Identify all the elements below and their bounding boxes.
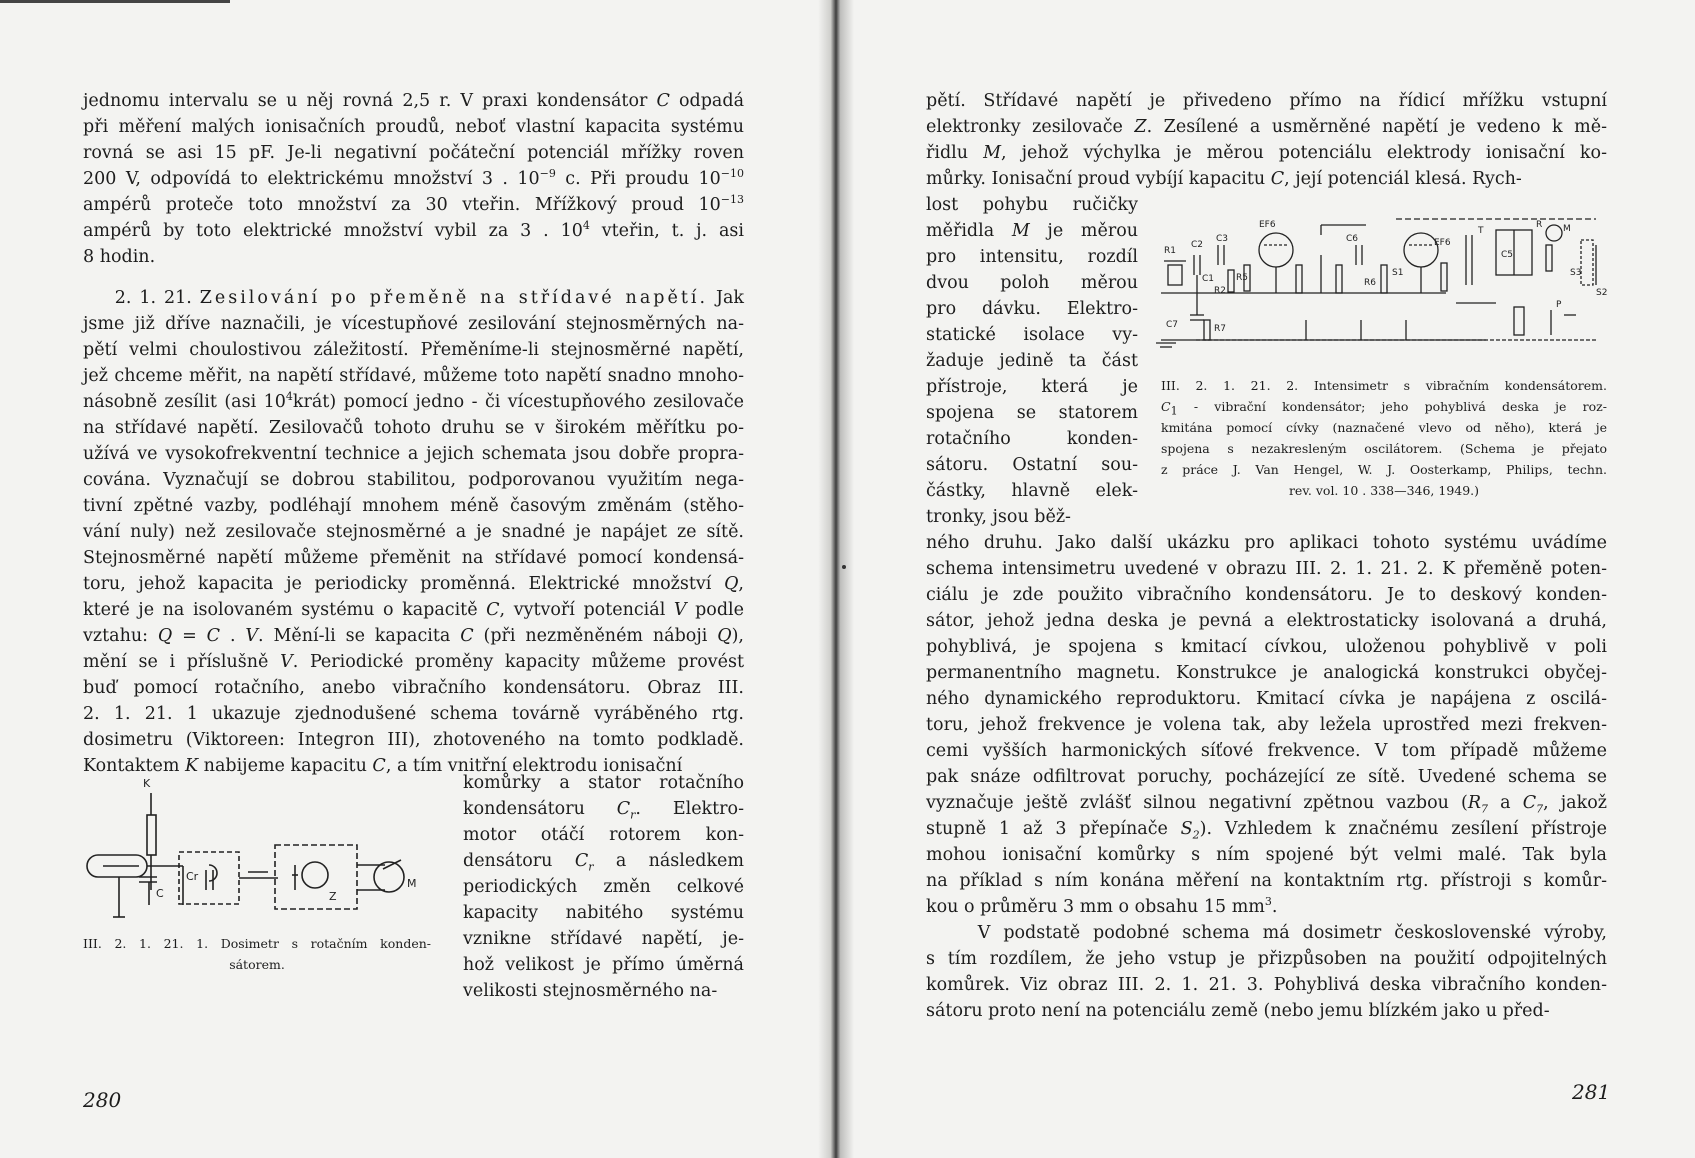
text-line: násobně zesílit (asi $10^4krát$) pomocí jedno - či vícestupňového zesilovače [83, 390, 744, 412]
text-line: komůrek. Viz obraz III. 2. 1. 21. 3. Pohyblivá deska vibračního konden- [926, 975, 1607, 995]
fig2-label-s1: S1 [1392, 268, 1404, 278]
text-line: částky, hlavně elek- [926, 481, 1138, 501]
figure-rotary-dosimeter [83, 765, 433, 940]
page-number-left: 280 [83, 1088, 122, 1112]
figure-caption-1 [83, 933, 431, 975]
text-line: periodických změn celkové [463, 877, 744, 897]
text-line: dvou poloh měrou [926, 273, 1138, 293]
right-page [836, 0, 1695, 1158]
fig2-label-r5: R5 [1236, 273, 1248, 283]
text-line: 200 V, odpovídá to elektrickému množství 3 . $10^{-9}$ c. Při proudu $10^{-10}$ [83, 167, 744, 189]
text-line: Kontaktem K nabijeme kapacitu C, a tím vnitřní elektrodu ionisační [83, 756, 683, 776]
fig2-label-r7: R7 [1214, 324, 1226, 334]
fig2-label-s2: S2 [1596, 288, 1608, 298]
text-line: s tím rozdílem, že jeho vstup je přizpůsoben na použití odpojitelných [926, 949, 1607, 969]
left-paragraph-3 [463, 770, 744, 1004]
text-line: dosimetru (Viktoreen: Integron III), zhotoveného na tomto podkladě. [83, 730, 744, 750]
text-line: statické isolace vy- [926, 325, 1138, 345]
text-line: 8 hodin. [83, 247, 156, 267]
text-line: toru, jehož kapacita je periodicky proměnná. Elektrické množství Q, [83, 574, 744, 594]
text-line: hož velikost je přímo úměrná [463, 955, 744, 975]
text-line: sátoru proto není na potenciálu země (nebo jemu blízkém jako u před- [926, 1001, 1550, 1021]
text-line: schema intensimetru uvedené v obrazu III. 2. 1. 21. 2. K přeměně poten- [926, 559, 1607, 579]
right-paragraph-3 [926, 920, 1607, 1024]
text-line: lost pohybu ručičky [926, 195, 1138, 215]
caption-line: kmitána pomocí cívky (naznačené vlevo od něho), která je [1161, 420, 1607, 435]
text-line: na střídavé napětí. Zesilovačů tohoto druhu se v širokém měřítku po- [83, 418, 744, 438]
text-line: kondensátoru $C_r$. Elektro- [463, 799, 744, 822]
text-line: 2. 1. 21. Zesilování po přeměně na střídavé napětí. Jak [83, 288, 744, 308]
text-line: žaduje jedině ta část [926, 351, 1138, 371]
text-line: kapacity nabitého systému [463, 903, 744, 923]
fig2-label-m: M [1563, 224, 1571, 234]
text-line: pro intensitu, rozdíl [926, 247, 1138, 267]
text-line: rotačního konden- [926, 429, 1138, 449]
text-line: rovná se asi 15 pF. Je-li negativní počáteční potenciál mřížky roven [83, 143, 744, 163]
fig2-label-c7: C7 [1166, 320, 1179, 330]
text-line: ciálu je zde použito vibračního kondensátoru. Je to deskový konden- [926, 585, 1607, 605]
text-line: permanentního magnetu. Konstrukce je analogická konstrukci obyčej- [926, 663, 1607, 683]
fig2-label-c3: C3 [1216, 234, 1229, 244]
fig2-label-ef6a: EF6 [1259, 220, 1276, 230]
text-line: densátoru $C_r$ a následkem [463, 851, 744, 874]
left-paragraph-2 [83, 285, 744, 779]
figure-caption-2 [1161, 375, 1607, 501]
caption-line: z práce J. Van Hengel, W. J. Oosterkamp, Philips, techn. [1161, 462, 1607, 477]
fig1-label-c: C [156, 887, 164, 900]
text-line: pětí velmi choulostivou záležitostí. Přeměníme-li stejnosměrné napětí, [83, 340, 744, 360]
fig2-label-p: P [1556, 300, 1562, 310]
fig2-label-c5: C5 [1501, 250, 1514, 260]
text-line: buď pomocí rotačního, anebo vibračního kondensátoru. Obraz III. [83, 678, 744, 698]
text-line: řidlu M, jehož výchylka je měrou potenciálu elektrody ionisační ko- [926, 143, 1607, 163]
text-line: pak snáze odfiltrovat poruchy, pocházející ze sítě. Uvedené schema se [926, 767, 1607, 787]
text-line: toru, jehož frekvence je volena tak, aby ležela uprostřed mezi frekven- [926, 715, 1607, 735]
fig2-label-ef6b: EF6 [1434, 238, 1451, 248]
text-line: sátor, jehož jedna deska je pevná a elektrostaticky isolovaná a druhá, [926, 611, 1607, 631]
text-line: užívá ve vysokofrekventní technice a jejich schemata jsou dobře propra- [83, 444, 744, 464]
text-line: kou o průměru 3 mm o obsahu 15 $mm^3$. [926, 895, 1278, 917]
text-line: při měření malých ionisačních proudů, neboť vlastní kapacita systému [83, 117, 744, 137]
text-line: vání nuly) než zesilovače stejnosměrné a je snadné je napájet ze sítě. [83, 522, 744, 542]
text-line: přístroje, která je [926, 377, 1138, 397]
text-line: vztahu: Q = C . V. Mění-li se kapacita C (při nezměněném náboji Q), [83, 626, 744, 646]
text-line: motor otáčí rotorem kon- [463, 825, 744, 845]
text-line: komůrky a stator rotačního [463, 773, 744, 793]
text-line: elektronky zesilovače Z. Zesílené a usměrněné napětí je vedeno k mě- [926, 117, 1608, 137]
text-line: Stejnosměrné napětí můžeme přeměnit na střídavé pomocí kondensá- [83, 548, 744, 568]
text-line: jsme již dříve naznačili, je vícestupňové zesilování stejnosměrných na- [83, 314, 744, 334]
page-number-right: 281 [1572, 1080, 1611, 1104]
fig2-label-r1: R1 [1164, 246, 1176, 256]
fig2-label-c1: C1 [1202, 274, 1215, 284]
text-line: vyznačuje ještě zvlášť silnou negativní zpětnou vazbou ($R_7$ a $C_7$, jakož [926, 793, 1607, 816]
text-line: velikosti stejnosměrného na- [463, 981, 718, 1001]
fig2-label-r: R [1536, 220, 1543, 230]
caption-line: rev. vol. 10 . 338—346, 1949.) [1288, 483, 1480, 498]
text-line: mění se i příslušně V. Periodické proměny kapacity můžeme provést [83, 652, 744, 672]
left-paragraph-1 [83, 88, 744, 270]
text-line: ampérů proteče toto množství za 30 vteřin. Mřížkový proud $10^{-13}$ [83, 193, 744, 215]
text-line: jež chceme měřit, na napětí střídavé, můžeme toto napětí snadno mnoho- [83, 366, 744, 386]
fig1-label-m: M [407, 877, 417, 890]
fig2-label-r6: R6 [1364, 278, 1376, 288]
fig2-label-c6: C6 [1346, 234, 1359, 244]
text-line: sátoru. Ostatní sou- [926, 455, 1138, 475]
fig2-label-r2: R2 [1214, 286, 1226, 296]
left-page [0, 0, 836, 1158]
right-paragraph-narrow [926, 192, 1138, 530]
text-line: pro dávku. Elektro- [926, 299, 1138, 319]
text-line: stupně 1 až 3 přepínače $S_2$). Vzhledem k značnému zesílení přístroje [926, 819, 1607, 842]
caption-line: $C_1$ - vibrační kondensátor; jeho pohyblivá deska je roz- [1161, 399, 1607, 418]
text-line: ampérů by toto elektrické množství vybil za 3 . $10^4$ vteřin, t. j. asi [83, 219, 745, 241]
figure-vibrating-intensimeter [1156, 215, 1606, 360]
text-line: cována. Vyznačují se dobrou stabilitou, podporovanou využitím nega- [83, 470, 744, 490]
caption-line: sátorem. [229, 957, 285, 972]
fig1-label-k: K [143, 777, 151, 790]
fig1-label-z: Z [329, 890, 337, 903]
caption-line: spojena s nezakresleným oscilátorem. (Schema je přejato [1161, 441, 1607, 456]
text-line: V podstatě podobné schema má dosimetr československé výroby, [926, 923, 1607, 943]
text-line: můrky. Ionisační proud vybíjí kapacitu C, její potenciál klesá. Rych- [926, 169, 1522, 189]
caption-line: III. 2. 1. 21. 1. Dosimetr s rotačním konden- [83, 936, 431, 951]
text-line: na příklad s ním konána měření na kontaktním rtg. přístroji s komůr- [926, 871, 1607, 891]
text-line: tronky, jsou běž- [926, 507, 1071, 527]
text-line: mohou ionisační komůrky s ním spojené být velmi malé. Tak byla [926, 845, 1607, 865]
text-line: jednomu intervalu se u něj rovná 2,5 r. V praxi kondensátor C odpadá [83, 91, 745, 111]
right-paragraph-1 [926, 88, 1607, 192]
text-line: ného dynamického reproduktoru. Kmitací cívka je napájena z oscilá- [926, 689, 1607, 709]
fig2-label-t: T [1478, 226, 1484, 236]
text-line: měřidla M je měrou [926, 221, 1138, 241]
text-line: které je na isolovaném systému o kapacitě C, vytvoří potenciál V podle [83, 600, 744, 620]
text-line: ného druhu. Jako další ukázku pro aplikaci tohoto systému uvádíme [926, 533, 1607, 553]
text-line: 2. 1. 21. 1 ukazuje zjednodušené schema továrně vyráběného rtg. [83, 704, 744, 724]
text-line: cemi vyšších harmonických síťové frekvence. V tom případě můžeme [926, 741, 1607, 761]
caption-line: III. 2. 1. 21. 2. Intensimetr s vibračním kondensátorem. [1161, 378, 1607, 393]
text-line: spojena se statorem [926, 403, 1138, 423]
fig2-label-s3: S3 [1570, 268, 1582, 278]
text-line: tivní zpětné vazby, podléhají mnohem méně časovým změnám (stěho- [83, 496, 744, 516]
text-line: vznikne střídavé napětí, je- [463, 929, 744, 949]
right-paragraph-2 [926, 530, 1607, 920]
text-line: pětí. Střídavé napětí je přivedeno přímo na řídicí mřížku vstupní [926, 91, 1607, 111]
text-line: pohyblivá, je spojena s kmitací cívkou, uloženou pohyblivě v poli [926, 637, 1607, 657]
fig1-label-cr: Cr [186, 870, 199, 883]
fig2-label-c2: C2 [1191, 240, 1204, 250]
